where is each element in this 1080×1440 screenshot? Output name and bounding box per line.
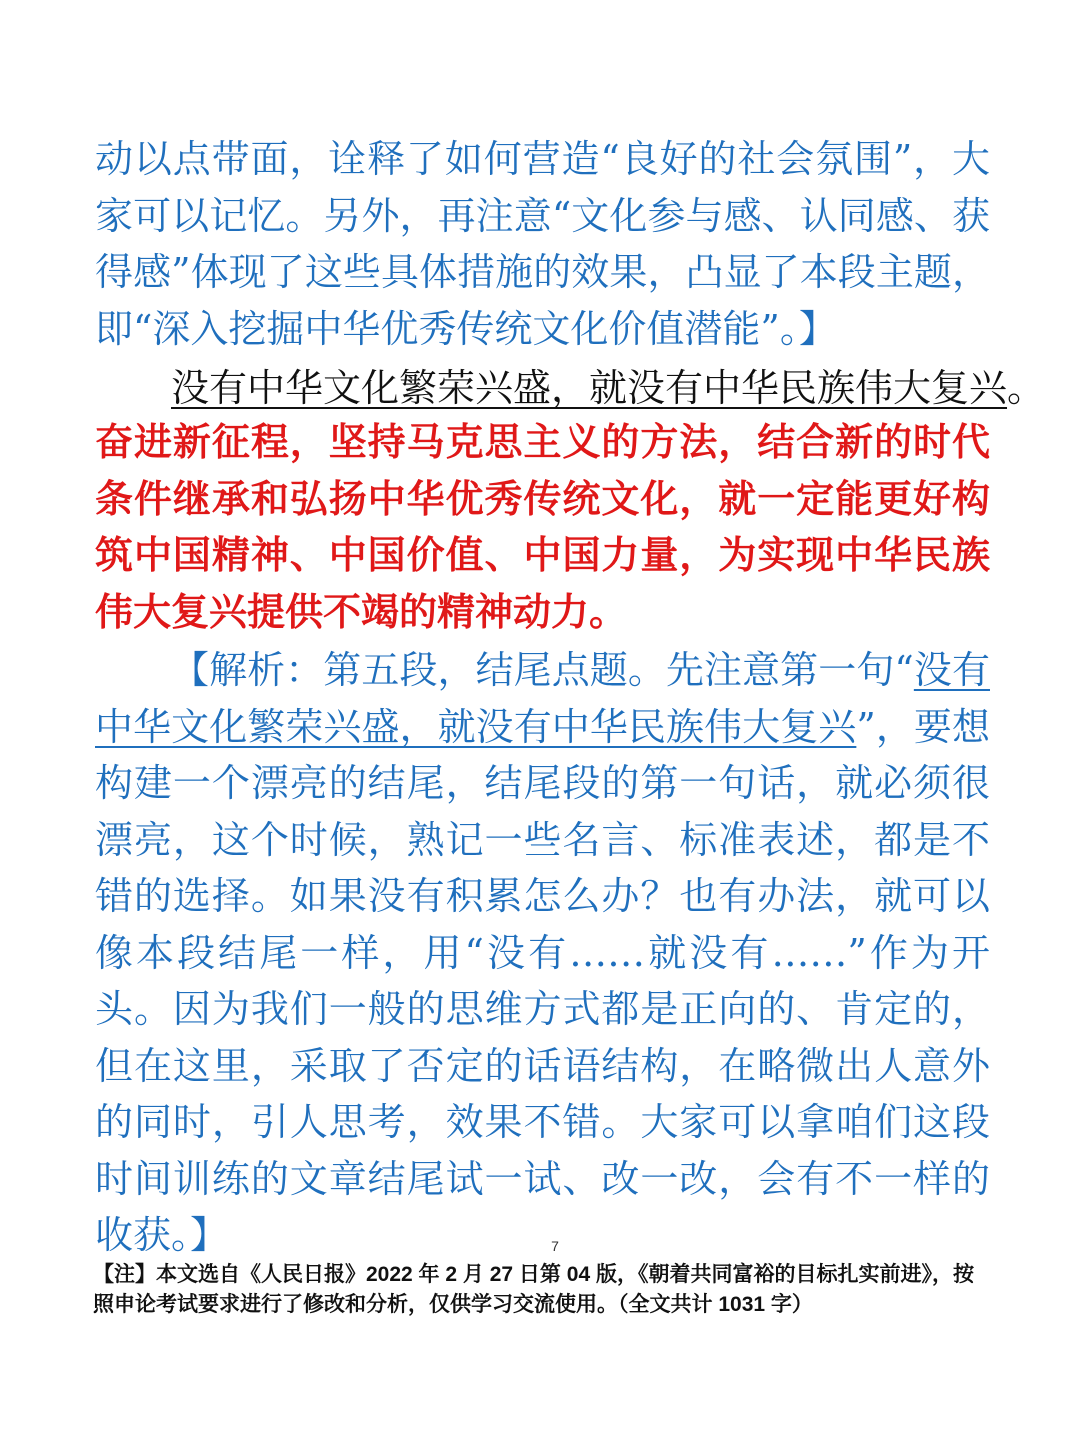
- lead-sentence-paragraph: [95, 360, 1046, 417]
- lead-sentence-underlined: 没有中华文化繁荣兴盛，就没有中华民族伟大复兴: [171, 366, 1008, 410]
- page-number: 7: [551, 1238, 559, 1254]
- analysis-prefix: 【解析：第五段，结尾点题。先注意第一句“: [171, 648, 914, 692]
- analysis-quoted-sentence: 没有中华文化繁荣兴盛，就没有中华民族伟大复兴: [95, 648, 990, 749]
- analysis-body: ”，要想构建一个漂亮的结尾，结尾段的第一句话，就必须很漂亮，这个时候，熟记一些名言、标准表述，都是不错的选择。如果没有积累怎么办？也有办法，就可以像本段结尾一样，用“没有……就没有……”作为开头。因为我们一般的思维方式都是正向的、肯定的，但在这里，采取了否定的话语结构，在略微出人意外的同时，引人思考，效果不错。大家可以拿咱们这段时间训练的文章结尾试一试、改一改，会有不一样的收获。】: [95, 704, 990, 1257]
- emphasis-paragraph-red: 奋进新征程，坚持马克思主义的方法，结合新的时代条件继承和弘扬中华优秀传统文化，就一定能更好构筑中国精神、中国价值、中国力量，为实现中华民族伟大复兴提供不竭的精神动力。: [95, 419, 990, 634]
- footnote: 【注】本文选自《人民日报》2022 年 2 月 27 日第 04 版，《朝着共同富裕的目标扎实前进》，按照申论考试要求进行了修改和分析，仅供学习交流使用。（全文共计 1031 字）: [93, 1263, 974, 1316]
- lead-sentence-period: 。: [1007, 366, 1046, 410]
- analysis-paragraph-continuation: 动以点带面，诠释了如何营造“良好的社会氛围”，大家可以记忆。另外，再注意“文化参与感、认同感、获得感”体现了这些具体措施的效果，凸显了本段主题，即“深入挖掘中华优秀传统文化价值潜能”。】: [95, 137, 990, 351]
- analysis-paragraph-fifth: [95, 642, 990, 1264]
